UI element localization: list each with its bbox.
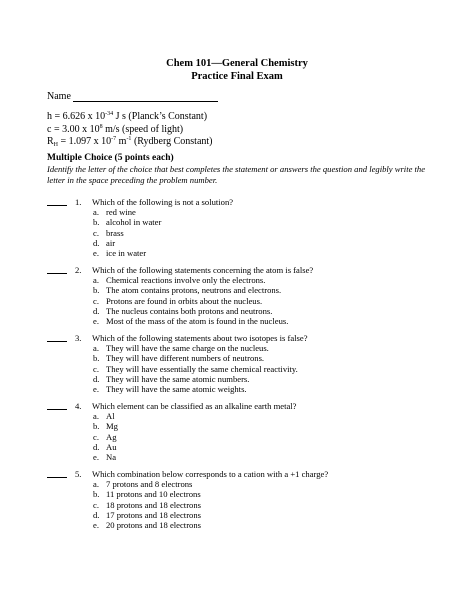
option-text: They will have the same atomic numbers. <box>106 373 250 384</box>
question-number: 1. <box>75 197 82 207</box>
option-text: The nucleus contains both protons and neutrons. <box>106 305 273 316</box>
option-letter: c. <box>93 295 99 306</box>
option-letter: c. <box>93 499 99 510</box>
option-list <box>93 411 296 462</box>
option-letter: c. <box>93 227 99 238</box>
section-heading: Multiple Choice (5 points each) <box>47 153 174 163</box>
option-text: 7 protons and 8 electrons <box>106 479 193 490</box>
option-text: brass <box>106 227 124 238</box>
question-text: Which combination below corresponds to a cation with a +1 charge? <box>92 469 329 479</box>
option-letter: e. <box>93 384 99 395</box>
option-letter: d. <box>93 237 100 248</box>
answer-blank[interactable] <box>47 333 67 342</box>
option-text: They will have the same atomic weights. <box>106 384 247 395</box>
option-list <box>93 207 233 258</box>
planck-exp: -34 <box>105 111 114 117</box>
page-subtitle: Practice Final Exam <box>191 71 283 82</box>
option-text: Mg <box>106 421 118 432</box>
question-text: Which element can be classified as an alkaline earth metal? <box>92 401 297 411</box>
option-text: Al <box>106 411 115 422</box>
option-item <box>93 228 233 238</box>
question-2 <box>47 265 313 326</box>
option-item <box>93 442 296 452</box>
answer-blank[interactable] <box>47 197 67 206</box>
option-letter: c. <box>93 431 99 442</box>
option-item <box>93 411 296 421</box>
option-item <box>93 285 313 295</box>
rydberg-mid: = 1.097 x 10 <box>58 136 112 147</box>
option-letter: a. <box>93 207 99 218</box>
option-letter: e. <box>93 452 99 463</box>
option-letter: b. <box>93 217 100 228</box>
constant-light <box>47 124 183 135</box>
option-item <box>93 500 328 510</box>
question-number: 5. <box>75 469 82 479</box>
option-item <box>93 374 308 384</box>
option-text: Most of the mass of the atom is found in the nucleus. <box>106 316 289 327</box>
option-letter: d. <box>93 373 100 384</box>
option-letter: b. <box>93 285 100 296</box>
answer-blank[interactable] <box>47 469 67 478</box>
option-item <box>93 510 328 520</box>
option-letter: a. <box>93 479 99 490</box>
light-suffix: m/s (speed of light) <box>102 124 184 135</box>
option-item <box>93 384 308 394</box>
option-letter: e. <box>93 520 99 531</box>
question-number: 4. <box>75 401 82 411</box>
option-item <box>93 316 313 326</box>
question-line <box>47 265 313 275</box>
option-text: The atom contains protons, neutrons and electrons. <box>106 285 282 296</box>
rydberg-exp1: -7 <box>111 136 117 142</box>
option-letter: d. <box>93 509 100 520</box>
option-list <box>93 275 313 326</box>
rydberg-unit: m <box>116 136 127 147</box>
option-text: They will have different numbers of neutrons. <box>106 353 265 364</box>
option-item <box>93 238 233 248</box>
option-item <box>93 421 296 431</box>
option-item <box>93 432 296 442</box>
answer-blank[interactable] <box>47 401 67 410</box>
option-item <box>93 353 308 363</box>
option-text: Chemical reactions involve only the electrons. <box>106 275 266 286</box>
name-field[interactable] <box>73 91 218 102</box>
option-item <box>93 364 308 374</box>
option-item <box>93 520 328 530</box>
question-text: Which of the following is not a solution? <box>92 197 234 207</box>
option-letter: d. <box>93 441 100 452</box>
option-text: Na <box>106 452 117 463</box>
name-label: Name <box>47 91 71 102</box>
option-item <box>93 275 313 285</box>
name-row <box>47 91 218 102</box>
option-letter: e. <box>93 248 99 259</box>
question-3 <box>47 333 308 394</box>
question-text: Which of the following statements about two isotopes is false? <box>92 333 308 343</box>
answer-blank[interactable] <box>47 265 67 274</box>
question-line <box>47 469 328 479</box>
option-item <box>93 217 233 227</box>
option-text: Protons are found in orbits about the nucleus. <box>106 295 263 306</box>
option-text: 18 protons and 18 electrons <box>106 499 201 510</box>
light-prefix: c = 3.00 x 10 <box>47 124 100 135</box>
option-text: 17 protons and 18 electrons <box>106 509 201 520</box>
page-title: Chem 101—General Chemistry <box>166 58 308 69</box>
option-text: alcohol in water <box>106 217 162 228</box>
option-letter: a. <box>93 275 99 286</box>
option-text: Ag <box>106 431 117 442</box>
option-letter: b. <box>93 421 100 432</box>
question-number: 2. <box>75 265 82 275</box>
option-text: They will have the same charge on the nucleus. <box>106 343 269 354</box>
option-item <box>93 207 233 217</box>
planck-prefix: h = 6.626 x 10 <box>47 111 106 122</box>
option-text: Au <box>106 441 117 452</box>
constant-rydberg <box>47 136 213 147</box>
constant-planck <box>47 111 207 122</box>
question-line <box>47 401 296 411</box>
question-5 <box>47 469 328 530</box>
section-instructions: Identify the letter of the choice that best completes the statement or answers the question and legibly write the letter in the space preceding the problem number. <box>47 164 426 185</box>
rydberg-sym: R <box>47 136 54 147</box>
option-item <box>93 479 328 489</box>
rydberg-exp2: -1 <box>126 136 132 142</box>
question-line <box>47 197 233 207</box>
option-text: ice in water <box>106 248 147 259</box>
option-item <box>93 306 313 316</box>
option-text: red wine <box>106 207 136 218</box>
option-item <box>93 489 328 499</box>
planck-suffix: J s (Planck’s Constant) <box>113 111 208 122</box>
question-number: 3. <box>75 333 82 343</box>
option-item <box>93 343 308 353</box>
option-item <box>93 296 313 306</box>
option-item <box>93 248 233 258</box>
option-letter: b. <box>93 489 100 500</box>
option-letter: a. <box>93 411 99 422</box>
option-text: They will have essentially the same chemical reactivity. <box>106 363 298 374</box>
option-text: 20 protons and 18 electrons <box>106 520 201 531</box>
question-4 <box>47 401 296 462</box>
option-letter: e. <box>93 316 99 327</box>
question-line <box>47 333 308 343</box>
light-exp: 8 <box>99 124 103 130</box>
rydberg-suffix: (Rydberg Constant) <box>131 136 213 147</box>
option-letter: a. <box>93 343 99 354</box>
rydberg-sub: H <box>53 142 59 148</box>
option-list <box>93 479 328 530</box>
option-item <box>93 452 296 462</box>
option-letter: b. <box>93 353 100 364</box>
option-letter: d. <box>93 305 100 316</box>
option-letter: c. <box>93 363 99 374</box>
option-text: air <box>106 237 116 248</box>
question-1 <box>47 197 233 258</box>
option-text: 11 protons and 10 electrons <box>106 489 201 500</box>
question-text: Which of the following statements concerning the atom is false? <box>92 265 314 275</box>
option-list <box>93 343 308 394</box>
